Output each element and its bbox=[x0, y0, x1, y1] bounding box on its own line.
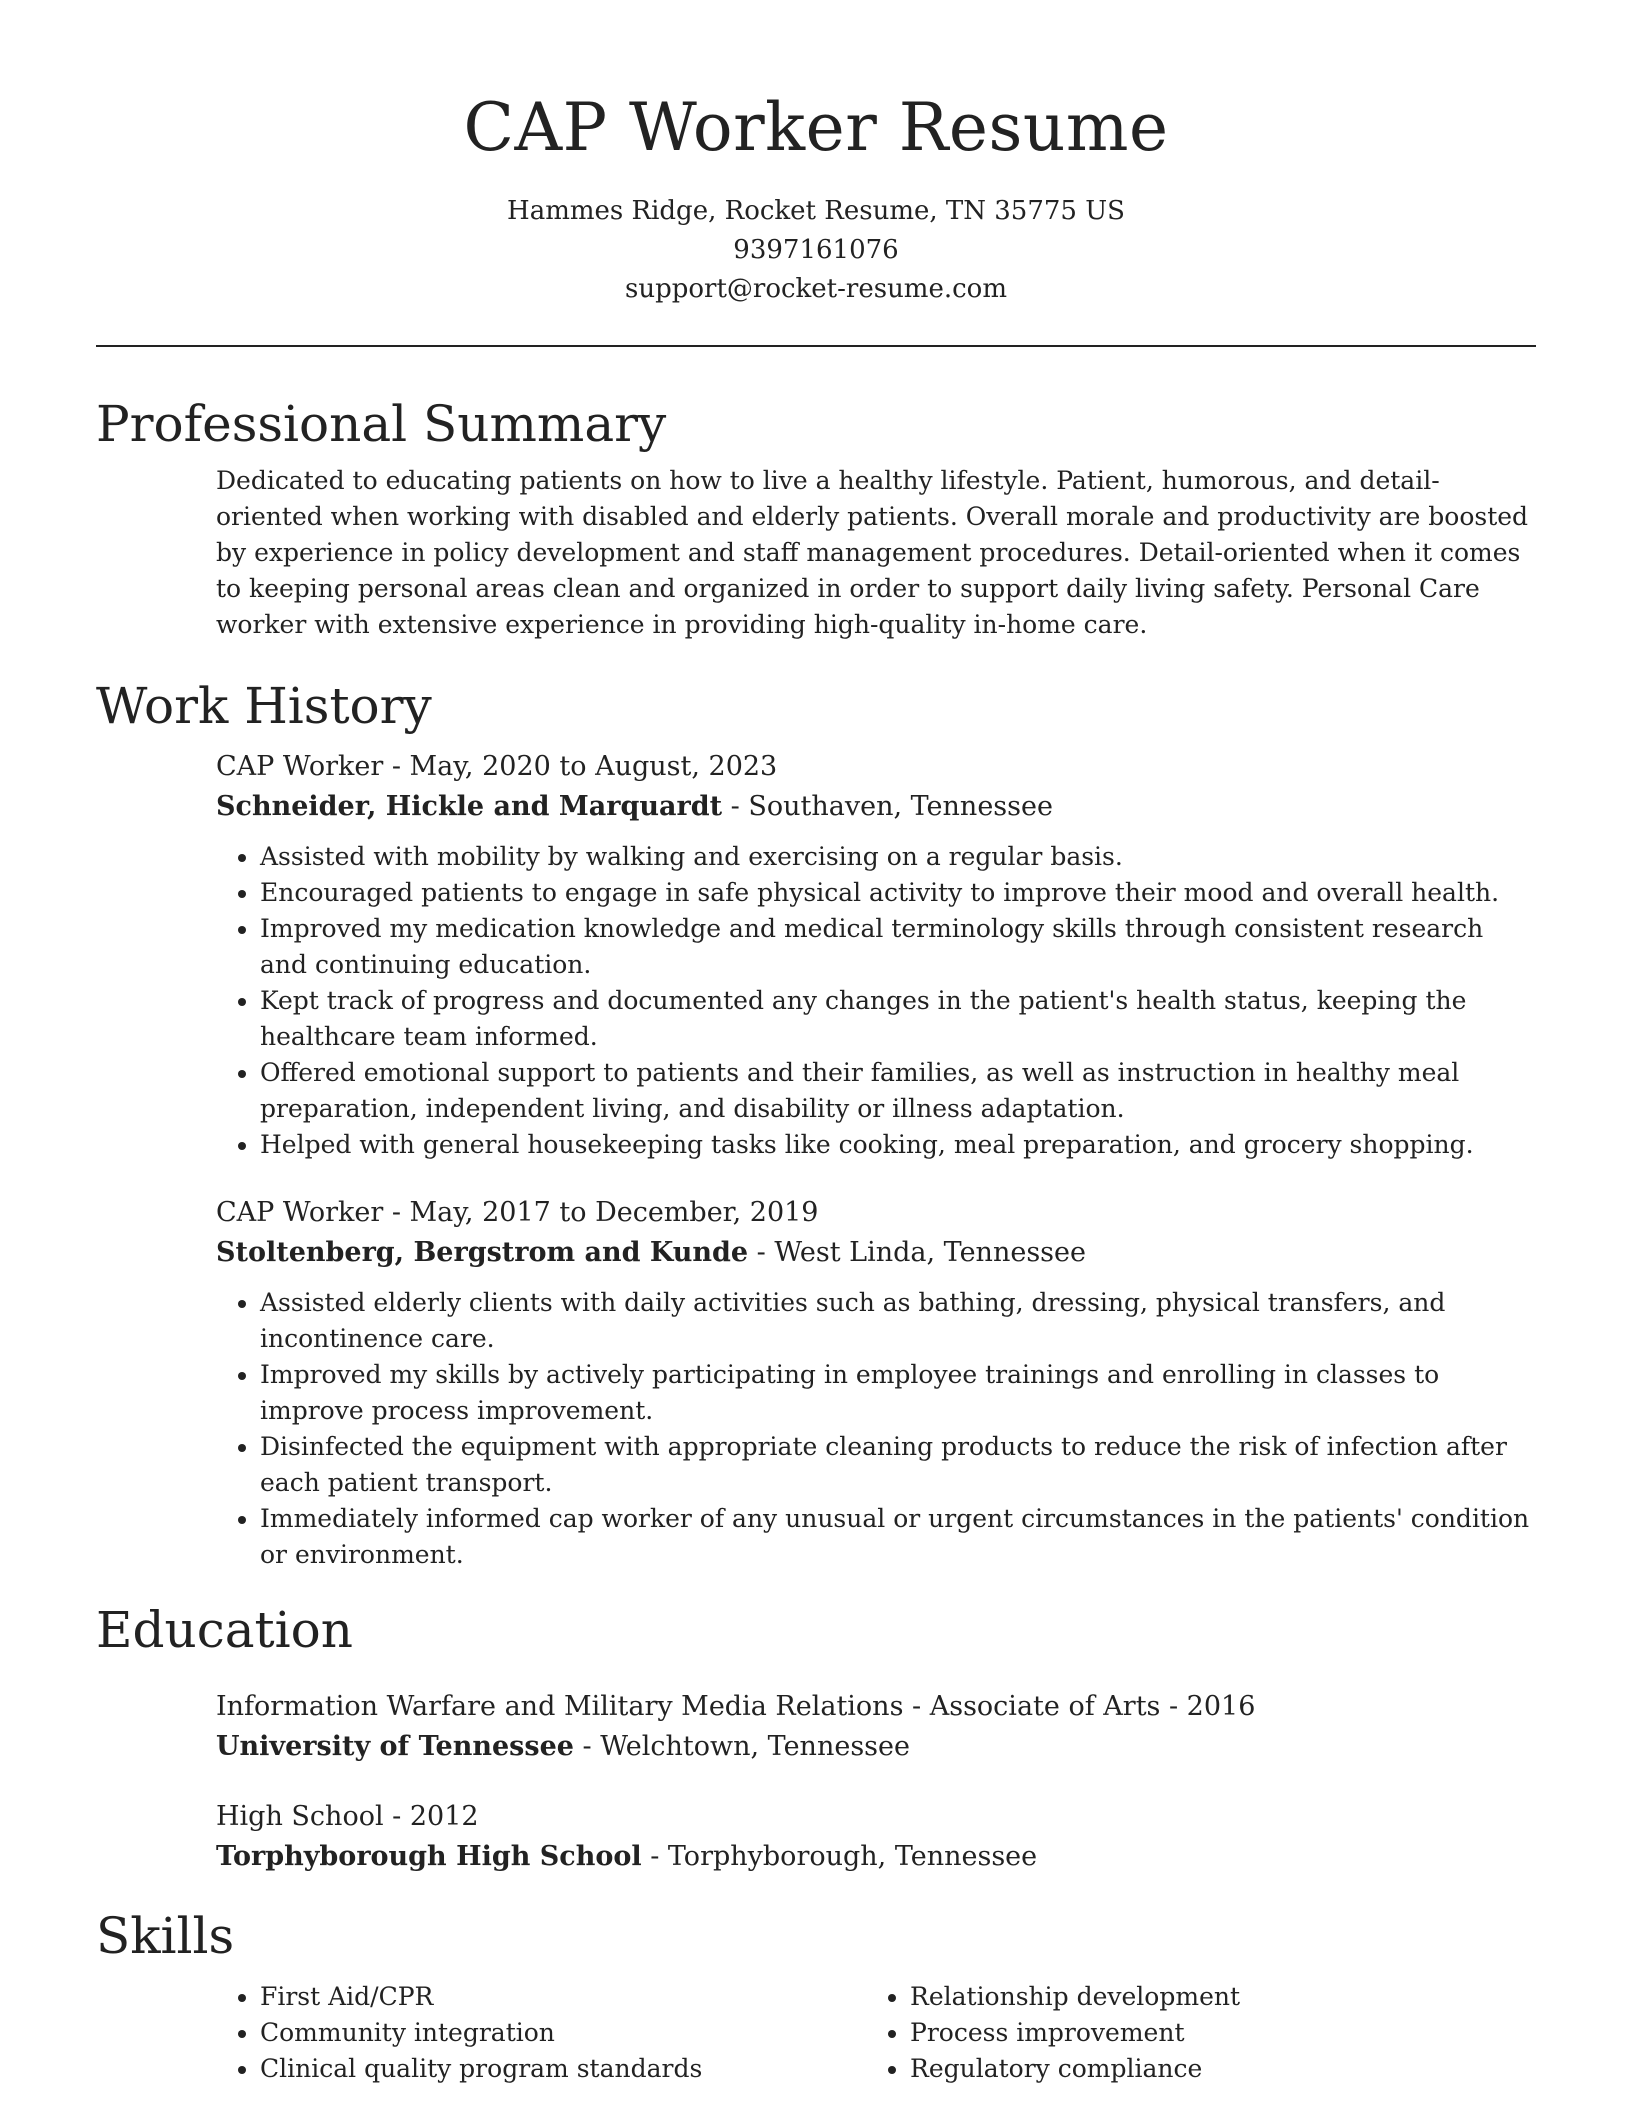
job-employer: Stoltenberg, Bergstrom and Kunde bbox=[216, 1237, 749, 1268]
job-duties-list bbox=[216, 1285, 1536, 1573]
resume-header bbox=[96, 0, 1536, 309]
summary-text: Dedicated to educating patients on how to live a healthy lifestyle. Patient, humorous, and detail-oriented when working with disabled and elderly patients. Overall morale and productivity are boosted by experience in policy development and staff management procedures. Detail-oriented when it comes to keeping personal areas clean and organized in order to support daily living safety. Personal Care worker with extensive experience in providing high-quality in-home care. bbox=[216, 466, 1529, 639]
resume-title: CAP Worker Resume bbox=[463, 89, 1169, 166]
list-item: • Encouraged patients to engage in safe physical activity to improve their mood and overall health. bbox=[260, 875, 1536, 911]
skills-grid bbox=[216, 1973, 1536, 2087]
job-location: - West Linda, Tennessee bbox=[748, 1237, 1086, 1268]
education-location: - Torphyborough, Tennessee bbox=[641, 1841, 1038, 1872]
list-item: • Helped with general housekeeping tasks like cooking, meal preparation, and grocery shopping. bbox=[260, 1127, 1536, 1163]
header-divider bbox=[96, 345, 1536, 347]
job-employer-line bbox=[216, 1233, 1536, 1273]
list-item: • First Aid/CPR bbox=[260, 1979, 866, 2015]
skills-column-right bbox=[866, 1973, 1516, 2087]
education-location: - Welchtown, Tennessee bbox=[573, 1731, 910, 1762]
list-item: • Clinical quality program standards bbox=[260, 2051, 866, 2087]
job-entry bbox=[216, 1193, 1536, 1573]
job-role-line: CAP Worker - May, 2017 to December, 2019 bbox=[216, 1197, 819, 1228]
job-location: - Southaven, Tennessee bbox=[722, 791, 1053, 822]
job-duties-list bbox=[216, 839, 1536, 1163]
skills-list-right bbox=[866, 1979, 1516, 2087]
education-degree-line: High School - 2012 bbox=[216, 1801, 479, 1832]
list-item: • Community integration bbox=[260, 2015, 866, 2051]
list-item: • Improved my skills by actively participating in employee trainings and enrolling in classes to improve process improvement. bbox=[260, 1357, 1536, 1429]
list-item: • Kept track of progress and documented any changes in the patient's health status, keeping the healthcare team informed. bbox=[260, 983, 1536, 1055]
job-role-line: CAP Worker - May, 2020 to August, 2023 bbox=[216, 751, 778, 782]
contact-address: Hammes Ridge, Rocket Resume, TN 35775 US bbox=[507, 196, 1125, 226]
list-item: • Assisted elderly clients with daily activities such as bathing, dressing, physical transfers, and incontinence care. bbox=[260, 1285, 1536, 1357]
education-school: University of Tennessee bbox=[216, 1731, 574, 1762]
education-heading: Education bbox=[96, 1601, 353, 1659]
contact-phone: 9397161076 bbox=[733, 235, 899, 265]
education-school-line bbox=[216, 1727, 1536, 1767]
list-item: • Regulatory compliance bbox=[910, 2051, 1516, 2087]
education-entry bbox=[216, 1797, 1536, 1877]
work-history-section bbox=[96, 747, 1536, 1573]
job-entry bbox=[216, 747, 1536, 1163]
skills-section bbox=[96, 1973, 1536, 2087]
education-section bbox=[96, 1687, 1536, 1877]
summary-heading: Professional Summary bbox=[96, 395, 667, 453]
list-item: • Assisted with mobility by walking and exercising on a regular basis. bbox=[260, 839, 1536, 875]
skills-heading: Skills bbox=[96, 1907, 235, 1965]
work-history-heading: Work History bbox=[96, 677, 432, 735]
list-item: • Offered emotional support to patients and their families, as well as instruction in healthy meal preparation, independent living, and disability or illness adaptation. bbox=[260, 1055, 1536, 1127]
summary-section bbox=[96, 463, 1536, 643]
skills-column-left bbox=[216, 1973, 866, 2087]
list-item: • Relationship development bbox=[910, 1979, 1516, 2015]
list-item: • Disinfected the equipment with appropriate cleaning products to reduce the risk of infection after each patient transport. bbox=[260, 1429, 1536, 1501]
list-item: • Process improvement bbox=[910, 2015, 1516, 2051]
job-employer: Schneider, Hickle and Marquardt bbox=[216, 791, 723, 822]
contact-email: support@rocket-resume.com bbox=[624, 274, 1007, 304]
education-school: Torphyborough High School bbox=[216, 1841, 642, 1872]
list-item: • Improved my medication knowledge and medical terminology skills through consistent research and continuing education. bbox=[260, 911, 1536, 983]
education-degree-line: Information Warfare and Military Media Relations - Associate of Arts - 2016 bbox=[216, 1691, 1256, 1722]
education-school-line bbox=[216, 1837, 1536, 1877]
list-item: • Immediately informed cap worker of any unusual or urgent circumstances in the patients' condition or environment. bbox=[260, 1501, 1536, 1573]
education-entry bbox=[216, 1687, 1536, 1767]
skills-list-left bbox=[216, 1979, 866, 2087]
job-employer-line bbox=[216, 787, 1536, 827]
